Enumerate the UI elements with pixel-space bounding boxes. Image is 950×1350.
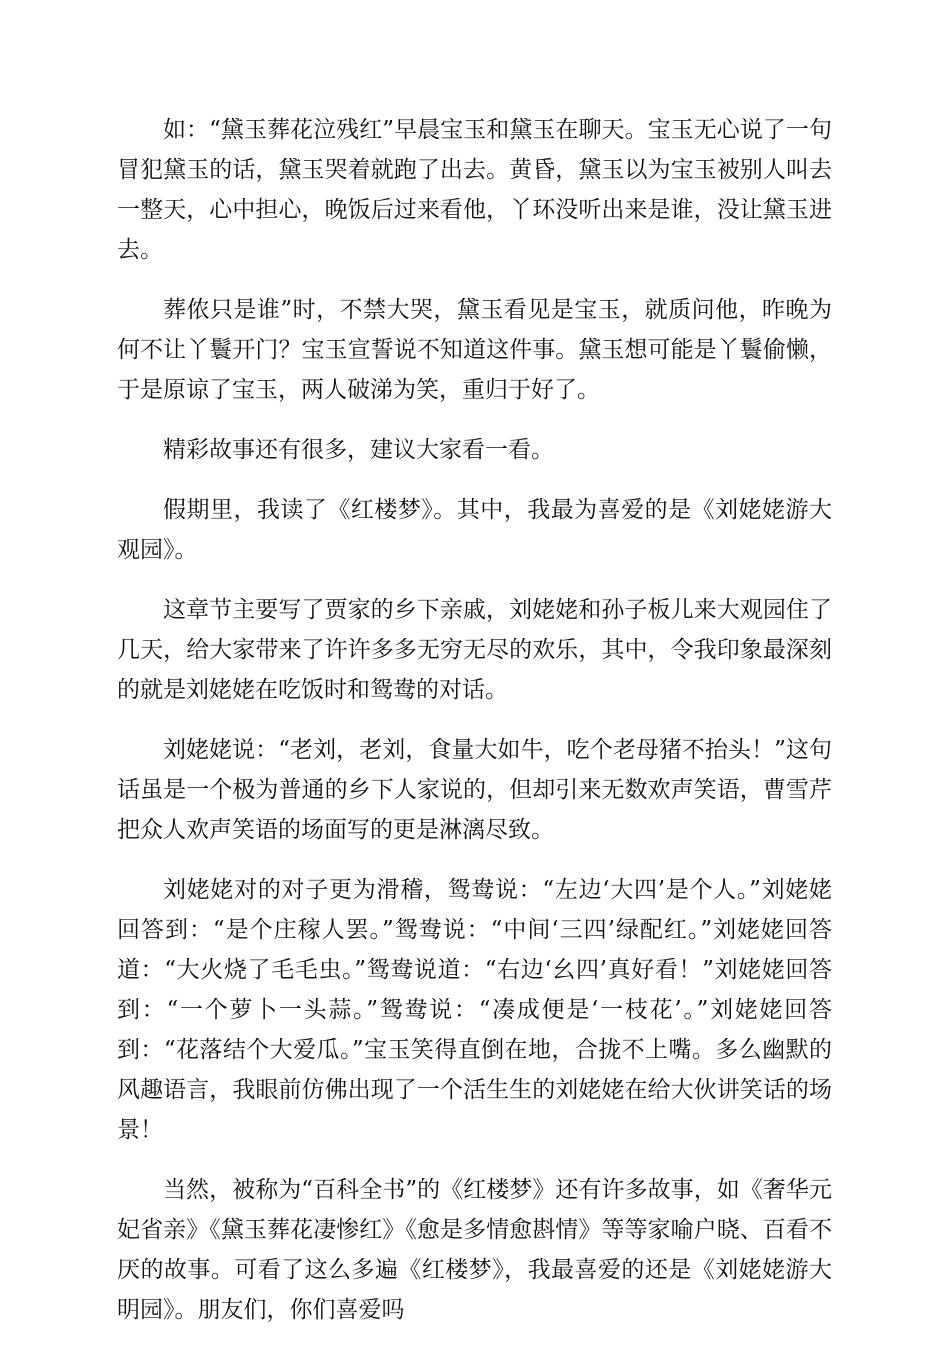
paragraph: 如：“黛玉葬花泣残红”早晨宝玉和黛玉在聊天。宝玉无心说了一句冒犯黛玉的话，黛玉哭着就跑了出去。黄昏，黛玉以为宝玉被别人叫去一整天，心中担心，晚饭后过来看他，丫环没听出来是谁，没让黛玉进去。 [117, 117, 832, 263]
document-body [117, 110, 832, 1350]
paragraph: 葬侬只是谁”时，不禁大哭，黛玉看见是宝玉，就质问他，昨晚为何不让丫鬟开门？宝玉宣誓说不知道这件事。黛玉想可能是丫鬟偷懒，于是原谅了宝玉，两人破涕为笑，重归于好了。 [117, 297, 832, 403]
paragraph: 假期里，我读了《红楼梦》。其中，我最为喜爱的是《刘姥姥游大观园》。 [117, 497, 832, 563]
paragraph: 刘姥姥对的对子更为滑稽，鸳鸯说：“左边‘大四’是个人。”刘姥姥回答到：“是个庄稼人罢。”鸳鸯说：“中间‘三四’绿配红。”刘姥姥回答道：“大火烧了毛毛虫。”鸳鸯说道：“右边‘幺四’真好看！”刘姥姥回答到：“一个萝卜一头蒜。”鸳鸯说：“凑成便是‘一枝花’。”刘姥姥回答到：“花落结个大爱瓜。”宝玉笑得直倒在地，合拢不上嘴。多么幽默的风趣语言，我眼前仿佛出现了一个活生生的刘姥姥在给大伙讲笑话的场景！ [117, 877, 832, 1143]
paragraph: 当然，被称为“百科全书”的《红楼梦》还有许多故事，如《奢华元妃省亲》《黛玉葬花凄惨红》《愈是多情愈斟情》等等家喻户晓、百看不厌的故事。可看了这么多遍《红楼梦》，我最喜爱的还是《刘姥姥游大明园》。朋友们，你们喜爱吗 [117, 1177, 832, 1323]
paragraph: 精彩故事还有很多，建议大家看一看。 [163, 437, 554, 463]
paragraph: 刘姥姥说：“老刘，老刘，食量大如牛，吃个老母猪不抬头！”这句话虽是一个极为普通的乡下人家说的，但却引来无数欢声笑语，曹雪芹把众人欢声笑语的场面写的更是淋漓尽致。 [117, 737, 832, 843]
paragraph: 这章节主要写了贾家的乡下亲戚，刘姥姥和孙子板儿来大观园住了几天，给大家带来了许许多多无穷无尽的欢乐，其中，令我印象最深刻的就是刘姥姥在吃饭时和鸳鸯的对话。 [117, 597, 832, 703]
